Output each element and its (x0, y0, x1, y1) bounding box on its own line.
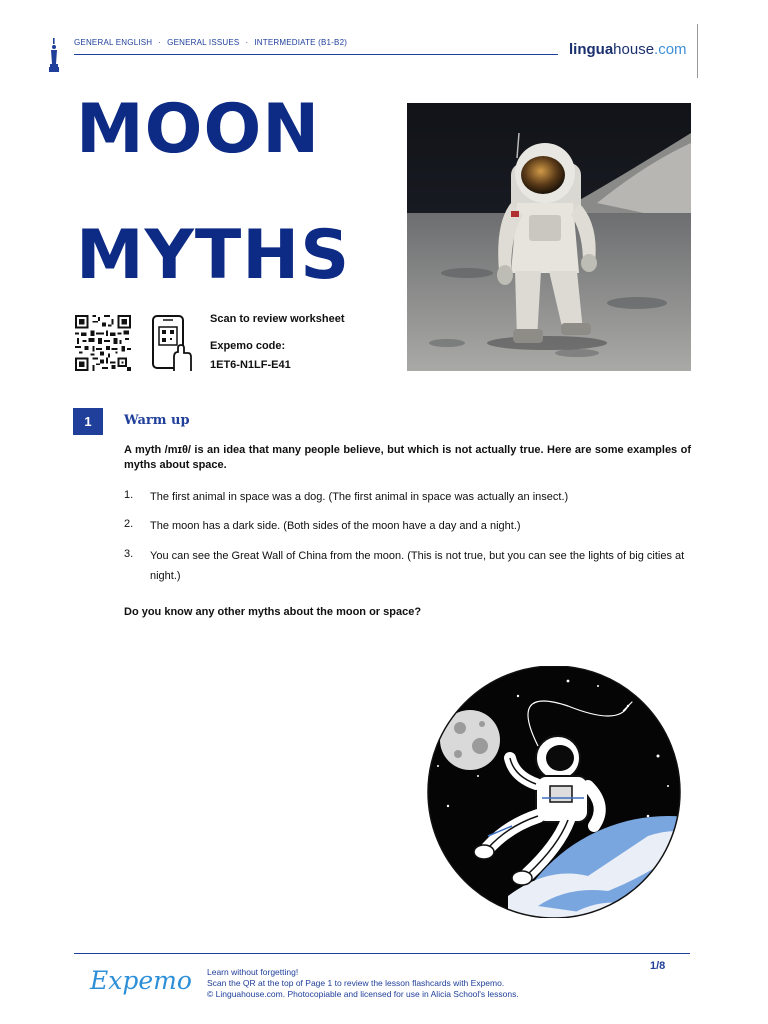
list-item: You can see the Great Wall of China from the moon. (This is not true, but you can see the lights of big cities at night.) (150, 550, 685, 582)
astronaut-moon-photo (407, 103, 691, 371)
scan-to-review-label: Scan to review worksheet (210, 313, 345, 325)
logo-domain-part: .com (654, 41, 687, 58)
breadcrumb-item[interactable]: INTERMEDIATE (B1-B2) (254, 38, 348, 47)
breadcrumb (74, 38, 347, 47)
page-title-line-2: MYTHS (76, 216, 351, 295)
list-item-number: 3. (124, 548, 134, 560)
page-total: /8 (656, 960, 666, 972)
list-item: The first animal in space was a dog. (The first animal in space was actually an insect.) (150, 491, 569, 503)
page-current: 1 (650, 960, 657, 972)
breadcrumb-item[interactable]: GENERAL ENGLISH (74, 38, 153, 47)
logo-regular-part: house (613, 41, 655, 58)
footer-line: Learn without forgetting! (207, 967, 299, 977)
breadcrumb-separator: · (158, 38, 162, 47)
section-intro: A myth /mɪθ/ is an idea that many people believe, but which is not actually true. Here are some examples of myths about space. (124, 444, 691, 471)
footer-line: Scan the QR at the top of Page 1 to review the lesson flashcards with Expemo. (207, 978, 505, 988)
section-number-badge: 1 (73, 408, 103, 435)
list-item-number: 1. (124, 489, 134, 501)
header-divider (74, 54, 558, 55)
footer-divider (74, 953, 690, 954)
page-title-line-1: MOON (76, 90, 321, 169)
breadcrumb-item[interactable]: GENERAL ISSUES (167, 38, 240, 47)
phone-scan-icon (152, 315, 192, 371)
section-title: Warm up (124, 413, 190, 428)
footer-line: © Linguahouse.com. Photocopiable and licensed for use in Alicia School's lessons. (207, 989, 519, 999)
linguahouse-logo[interactable] (569, 41, 687, 58)
list-item: The moon has a dark side. (Both sides of the moon have a day and a night.) (150, 520, 521, 532)
discussion-question: Do you know any other myths about the moon or space? (124, 606, 422, 618)
footer-text (207, 967, 519, 1000)
expemo-code-label: Expemo code: (210, 340, 286, 352)
header-vertical-rule (697, 24, 698, 78)
floating-astronaut-illustration (418, 666, 690, 918)
statue-of-liberty-icon (48, 38, 60, 72)
list-item-number: 2. (124, 518, 134, 530)
expemo-code-value: 1ET6-N1LF-E41 (210, 359, 291, 371)
page-number (650, 960, 665, 972)
expemo-logo[interactable]: Expemo (90, 966, 192, 995)
qr-code-icon[interactable] (74, 315, 132, 371)
logo-bold-part: lingua (569, 41, 614, 58)
breadcrumb-separator: · (245, 38, 249, 47)
